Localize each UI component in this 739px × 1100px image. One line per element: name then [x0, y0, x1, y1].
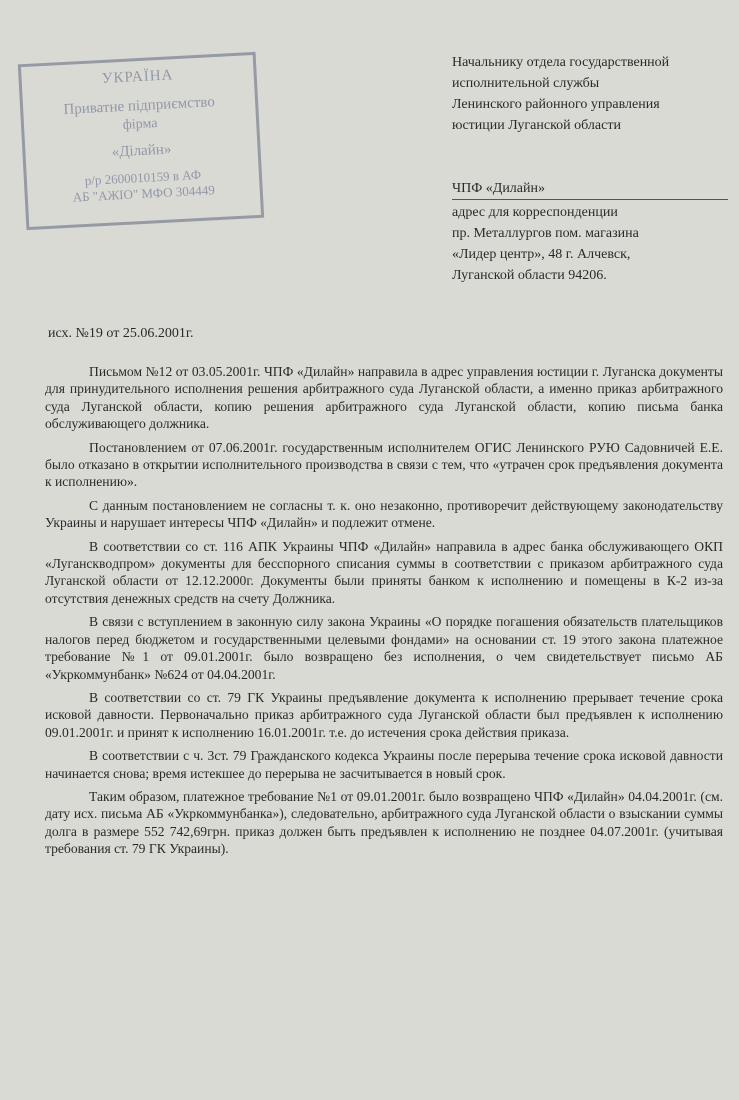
body-paragraph: В связи с вступлением в законную силу закона Украины «О порядке погашения обязательств плательщиков налогов перед бюджетом и государственными целевыми фондами» на основании ст. 19 этого закона платежное требование №1 от 09.01.2001г. было возвращено без исполнения, о чем свидетельствует письмо АБ «Укркоммунбанк» №624 от 04.04.2001г.	[45, 614, 723, 682]
sender-address-line: «Лидер центр», 48 г. Алчевск,	[452, 247, 631, 262]
body-paragraph: В соответствии со ст. 79 ГК Украины предъявление документа к исполнению прерывает течение срока исковой давности. Первоначально приказ арбитражного суда Луганской области был предъявлен к исполнению 09.01.2001г. и принят к исполнению 16.01.2001г. т.е. до истечения срока действия приказа.	[45, 689, 723, 740]
stamp-bank: АБ "АЖІО" МФО 304449	[72, 182, 216, 205]
stamp-account: р/р 2600010159 в АФ	[84, 166, 202, 188]
body-paragraph: С данным постановлением не согласны т. к. оно незаконно, противоречит действующему законодательству Украины и нарушает интересы ЧПФ «Дилайн» и подлежит отмене.	[45, 497, 723, 531]
sender-address-line: Луганской области 94206.	[452, 268, 607, 283]
body-paragraph: В соответствии с ч. 3ст. 79 Гражданского кодекса Украины после перерыва течение срока исковой давности начинается снова; время истекшее до перерыва не засчитывается в новый срок.	[45, 748, 723, 781]
sender-address-line: пр. Металлургов пом. магазина	[452, 226, 639, 241]
body-paragraph: В соответствии со ст. 116 АПК Украины ЧПФ «Дилайн» направила в адрес банка обслуживающего ОКП «Лугансквoдпром» документы для бесспорного списания суммы в соответствии с приказом арбитражного суда Луганской области от 12.12.2000г. Документы были приняты банком к исполнению и помещены в К-2 из-за отсутствия денежных средств на счету Должника.	[45, 538, 723, 606]
body-paragraph: Таким образом, платежное требование №1 от 09.01.2001г. было возвращено ЧПФ «Дилайн» 04.04.2001г. (см. дату исх. письма АБ «Укркоммунбанка»), следовательно, арбитражного суда Луганской области о взыскании суммы долга в размере 552 742,69грн. приказ должен быть предъявлен к исполнению не позднее 04.07.2001г. (учитывая требования ст. 79 ГК Украины).	[45, 788, 723, 857]
addressee-line: исполнительной службы	[452, 76, 600, 91]
addressee-line: юстиции Луганской области	[452, 118, 621, 133]
letter-body	[45, 363, 723, 864]
addressee-line: Ленинского районного управления	[452, 97, 660, 112]
addressee-block	[452, 52, 732, 136]
addressee-line: Начальнику отдела государственной	[452, 55, 670, 70]
body-paragraph: Письмом №12 от 03.05.2001г. ЧПФ «Дилайн» направила в адрес управления юстиции г. Луганска документы для принудительного исполнения решения арбитражного суда Луганской области, а именно приказ арбитражного суда Луганской области, копию решения арбитражного суда Луганской области, копию письма банка обслуживающего должника.	[45, 364, 723, 432]
stamp-company-type: Приватне підприємство	[63, 94, 216, 119]
sender-name: ЧПФ «Дилайн»	[452, 178, 728, 200]
stamp-firm: фірма	[122, 116, 158, 133]
sender-address-line: адрес для корреспонденции	[452, 205, 618, 220]
company-stamp	[18, 52, 264, 230]
stamp-country: УКРАЇНА	[101, 67, 174, 87]
sender-block	[452, 178, 728, 286]
outgoing-reference: исх. №19 от 25.06.2001г.	[48, 326, 194, 341]
body-paragraph: Постановлением от 07.06.2001г. государственным исполнителем ОГИС Ленинского РУЮ Садовничей Е.Е. было отказано в открытии исполнительного производства в связи с тем, что «утрачен срок предъявления документа к исполнению».	[45, 439, 723, 490]
stamp-company-name: «Ділайн»	[111, 141, 172, 161]
